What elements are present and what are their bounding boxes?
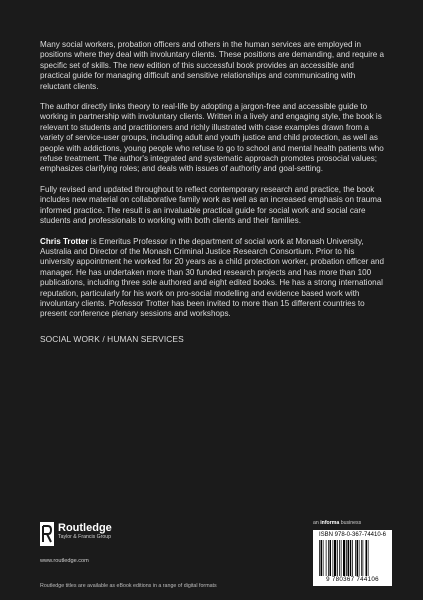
blurb-paragraph-2: The author directly links theory to real-life by adopting a jargon-free and accessible guide to working in partnership with involuntary clients. Written in a lively and engaging style, the book is relevant to students and practitioners and richly illustrated with case examples drawn from a variety of service-user groups, including adult and youth justice and child protection, as well as people with addictions, young people who refuse to go to school and mental health patients who refuse treatment. The author's integrated and systematic approach promotes prosocial values; emphasizes clarifying roles; and deals with issues of authority and goal-setting. <box>40 102 384 174</box>
ebook-note: Routledge titles are available as eBook editions in a range of digital formats <box>40 583 217 589</box>
publisher-group: Taylor & Francis Group <box>58 534 112 540</box>
informa-suffix: business <box>339 520 362 526</box>
informa-brand: informa <box>320 520 340 526</box>
barcode-bars <box>319 540 386 576</box>
publisher-name: Routledge <box>58 522 112 534</box>
publisher-logo <box>40 522 112 546</box>
barcode <box>313 530 392 586</box>
isbn-number: ISBN 978-0-367-74410-6 <box>318 532 387 538</box>
subject-category: SOCIAL WORK / HUMAN SERVICES <box>40 333 184 344</box>
author-name: Chris Trotter <box>40 236 89 246</box>
blurb-paragraph-1: Many social workers, probation officers and others in the human services are employed in positions where they deal with involuntary clients. These positions are demanding, and require a specific set of skills. The new edition of this successful book provides an accessible and practical guide for managing difficult and sensitive relationships and communicating with reluctant clients. <box>40 40 385 91</box>
blurb-paragraph-3: Fully revised and updated throughout to reflect contemporary research and practice, the book includes new material on collaborative family work as well as an increased emphasis on trauma informed practice. The result is an invaluable practical guide for social work and social care students and professionals to working with both clients and their families. <box>40 184 382 226</box>
routledge-logo-icon <box>40 522 54 546</box>
informa-business-label <box>313 520 361 526</box>
author-bio <box>40 237 385 320</box>
informa-prefix: an <box>313 520 321 526</box>
author-bio-text: is Emeritus Professor in the department of social work at Monash University, Australia and Director of the Monash Criminal Justice Research Consortium. Prior to his university appointment he worked for 20 years as a child protection worker, probation officer and manager. He has undertaken more than 30 funded research projects and has more than 100 publications, including three sole authored and eight edited books. He has a strong international reputation, particularly for his work on pro-social modelling and evidence based work with involuntary clients. Professor Trotter has been invited to more than 15 different countries to present conference plenary sessions and workshops. <box>40 236 385 319</box>
publisher-website: www.routledge.com <box>40 558 89 564</box>
barcode-digits: 9 780367 744106 <box>326 576 379 583</box>
blurb-section <box>40 40 385 354</box>
